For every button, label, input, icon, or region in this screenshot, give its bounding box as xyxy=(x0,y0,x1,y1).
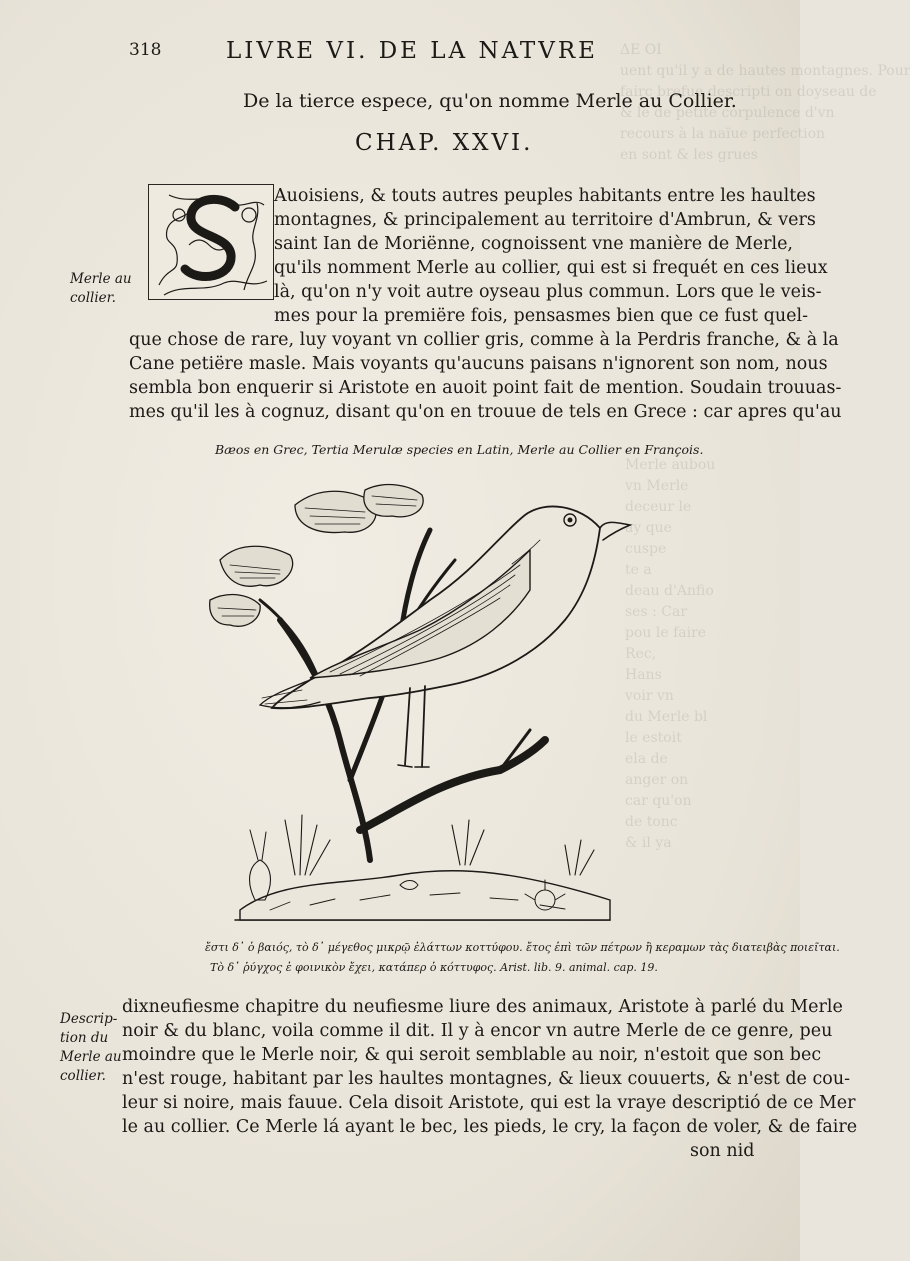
body-line: mes pour la premiëre fois, pensasmes bien que ce fust quel- xyxy=(274,306,808,326)
body-line: leur si noire, mais fauue. Cela disoit Aristote, qui est la vraye descriptió de ce Mer xyxy=(122,1093,856,1113)
page-number: 318 xyxy=(129,40,162,60)
chapter-subtitle: De la tierce espece, qu'on nomme Merle au Collier. xyxy=(243,90,737,112)
catchword-line: son nid xyxy=(690,1141,755,1161)
margin-note-description xyxy=(60,1010,122,1086)
greek-quote-line: Τὸ δ᾽ ῥύγχος ἐ φοινικὸν ἔχει, κατάπερ ὁ κόττυφος. Arist. lib. 9. animal. cap. 19. xyxy=(210,961,658,974)
body-line: sembla bon enquerir si Aristote en auoit point fait de mention. Soudain trouuas- xyxy=(129,378,842,398)
body-line: montagnes, & principalement au territoire d'Ambrun, & vers xyxy=(274,210,816,230)
margin-note-line: collier. xyxy=(70,290,116,306)
body-line: moindre que le Merle noir, & qui seroit semblable au noir, n'estoit que son bec xyxy=(122,1045,822,1065)
body-line: n'est rouge, habitant par les haultes montagnes, & lieux couuerts, & n'est de cou- xyxy=(122,1069,851,1089)
body-line: que chose de rare, luy voyant vn collier gris, comme à la Perdris franche, & à la xyxy=(129,330,839,350)
body-line: mes qu'il les à cognuz, disant qu'on en trouue de tels en Grece : car apres qu'au xyxy=(129,402,842,422)
show-through-text: ΔΕ ΟΙ uent qu'il y a de hautes montagnes. Pour fairc brefue descripti on doyseau de & le de petite corpulence d'vn recours à la naïue perfection en sont & les grues xyxy=(620,42,910,163)
decorated-initial xyxy=(148,184,274,300)
margin-note-line: tion du xyxy=(60,1030,109,1046)
body-line: Auoisiens, & touts autres peuples habitants entre les haultes xyxy=(274,186,816,206)
chapter-heading: CHAP. XXVI. xyxy=(355,130,534,156)
margin-note-merle-au-collier xyxy=(70,270,132,308)
initial-s-ornament xyxy=(149,185,273,299)
body-line: qu'ils nomment Merle au collier, qui est si frequét en ces lieux xyxy=(274,258,828,278)
body-line: Cane petiëre masle. Mais voyants qu'aucuns paisans n'ignorent son nom, nous xyxy=(129,354,828,374)
body-line: noir & du blanc, voila comme il dit. Il y à encor vn autre Merle de ce genre, peu xyxy=(122,1021,833,1041)
ring-ouzel-woodcut xyxy=(200,480,640,925)
figure-caption: Bæos en Grec, Tertia Merulæ species en Latin, Merle au Collier en François. xyxy=(215,442,704,457)
body-line: le au collier. Ce Merle lá ayant le bec, les pieds, le cry, la façon de voler, & de faire xyxy=(122,1117,858,1137)
margin-note-line: Descrip- xyxy=(60,1011,118,1027)
margin-note-line: collier. xyxy=(60,1068,106,1084)
margin-note-line: Merle au xyxy=(70,271,132,287)
body-line: saint Ian de Moriënne, cognoissent vne manière de Merle, xyxy=(274,234,793,254)
show-through-text: Merle aubou vn Merle deceur le ay que cuspe te a deau d'Anfio ses : Car pou le faire Rec, Hans voir vn du Merle bl le estoit ela de anger on car qu'on de tonc & il ya xyxy=(625,457,716,851)
greek-quote-line: ἔστι δ᾽ ὁ βαιός, τὸ δ᾽ μέγεθος μικρῷ ἐλάττων κοττύφου. ἔτος ἐπὶ τῶν πέτρων ἢ κεραμων τὰς διατειβὰς ποιεῖται. xyxy=(205,941,840,954)
bird-woodcut-illustration xyxy=(200,480,640,925)
body-line: dixneufiesme chapitre du neufiesme liure des animaux, Aristote à parlé du Merle xyxy=(122,997,843,1017)
margin-note-line: Merle au xyxy=(60,1049,122,1065)
body-line: là, qu'on n'y voit autre oyseau plus commun. Lors que le veis- xyxy=(274,282,822,302)
running-head: LIVRE VI. DE LA NATVRE xyxy=(226,38,598,64)
